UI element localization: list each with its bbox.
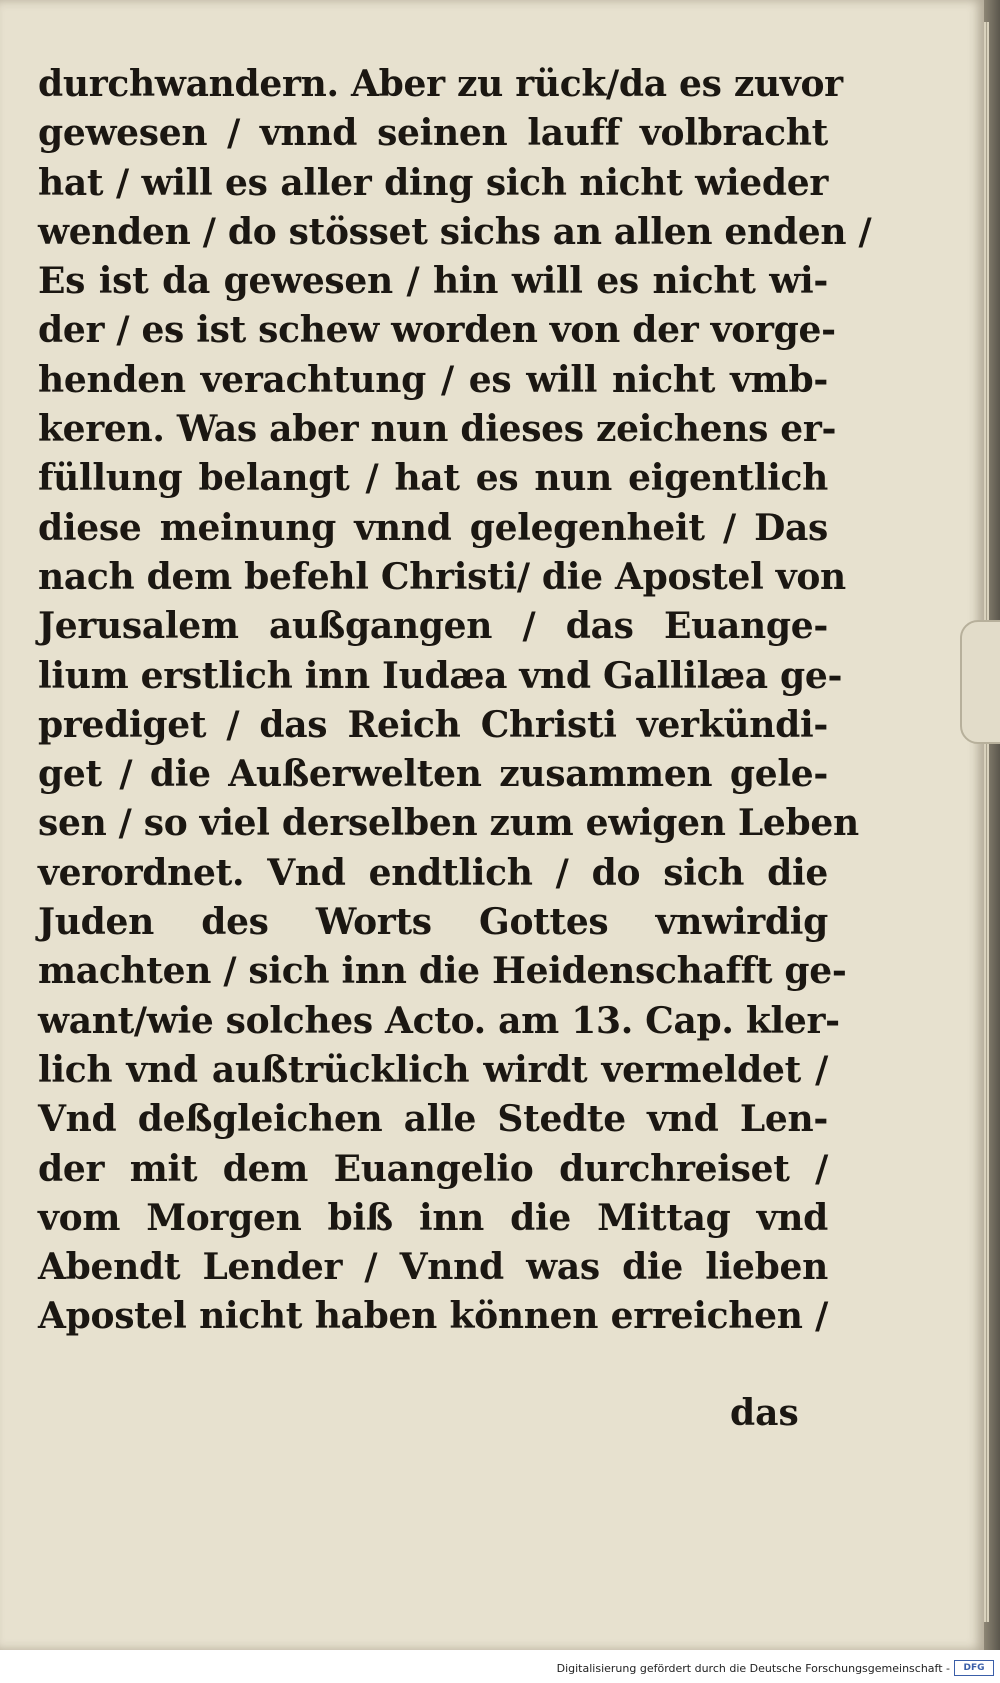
text-line: füllung belangt / hat es nun eigentlich (38, 457, 828, 500)
text-line: henden verachtung / es will nicht vmb- (38, 358, 828, 401)
text-line: lich vnd außtrücklich wirdt vermeldet / (38, 1048, 828, 1091)
digitization-footer (0, 1650, 1000, 1683)
page-tab-marker (960, 620, 1000, 744)
text-line: lium erstlich inn Iudæa vnd Gallilæa ge- (38, 654, 843, 697)
catchword: das (730, 1392, 799, 1434)
body-text (38, 60, 872, 1342)
text-line: prediget / das Reich Christi verkündi- (38, 703, 828, 746)
text-line: Abendt Lender / Vnnd was die lieben (38, 1246, 828, 1289)
text-line: verordnet. Vnd endtlich / do sich die (38, 851, 828, 894)
dfg-logo: DFG (954, 1660, 994, 1676)
text-line: Jerusalem außgangen / das Euange- (38, 605, 828, 648)
text-line: der / es ist schew worden von der vorge- (38, 309, 836, 352)
text-line: want/wie solches Acto. am 13. Cap. kler- (38, 999, 840, 1042)
text-line: Vnd deßgleichen alle Stedte vnd Len- (38, 1098, 828, 1141)
text-line: wenden / do stösset sichs an allen enden / (38, 210, 872, 253)
text-line: nach dem befehl Christi/ die Apostel von (38, 555, 846, 598)
text-line: get / die Außerwelten zusammen gele- (38, 753, 828, 796)
funding-credit: Digitalisierung gefördert durch die Deutsche Forschungsgemeinschaft - (556, 1662, 950, 1675)
text-line: der mit dem Euangelio durchreiset / (38, 1147, 828, 1190)
text-line: machten / sich inn die Heidenschafft ge- (38, 950, 847, 993)
text-line: diese meinung vnnd gelegenheit / Das (38, 506, 828, 549)
text-line: Es ist da gewesen / hin will es nicht wi- (38, 260, 828, 303)
text-line: sen / so viel derselben zum ewigen Leben (38, 802, 859, 845)
text-line: hat / will es aller ding sich nicht wieder (38, 161, 828, 204)
text-line: gewesen / vnnd seinen lauff volbracht (38, 112, 828, 155)
text-line: durchwandern. Aber zu rück/da es zuvor (38, 63, 843, 105)
text-line: Apostel nicht haben können erreichen / (38, 1295, 828, 1338)
text-line: vom Morgen biß inn die Mittag vnd (38, 1196, 828, 1239)
text-line: keren. Was aber nun dieses zeichens er- (38, 408, 837, 451)
text-line: Juden des Worts Gottes vnwirdig (38, 901, 828, 944)
